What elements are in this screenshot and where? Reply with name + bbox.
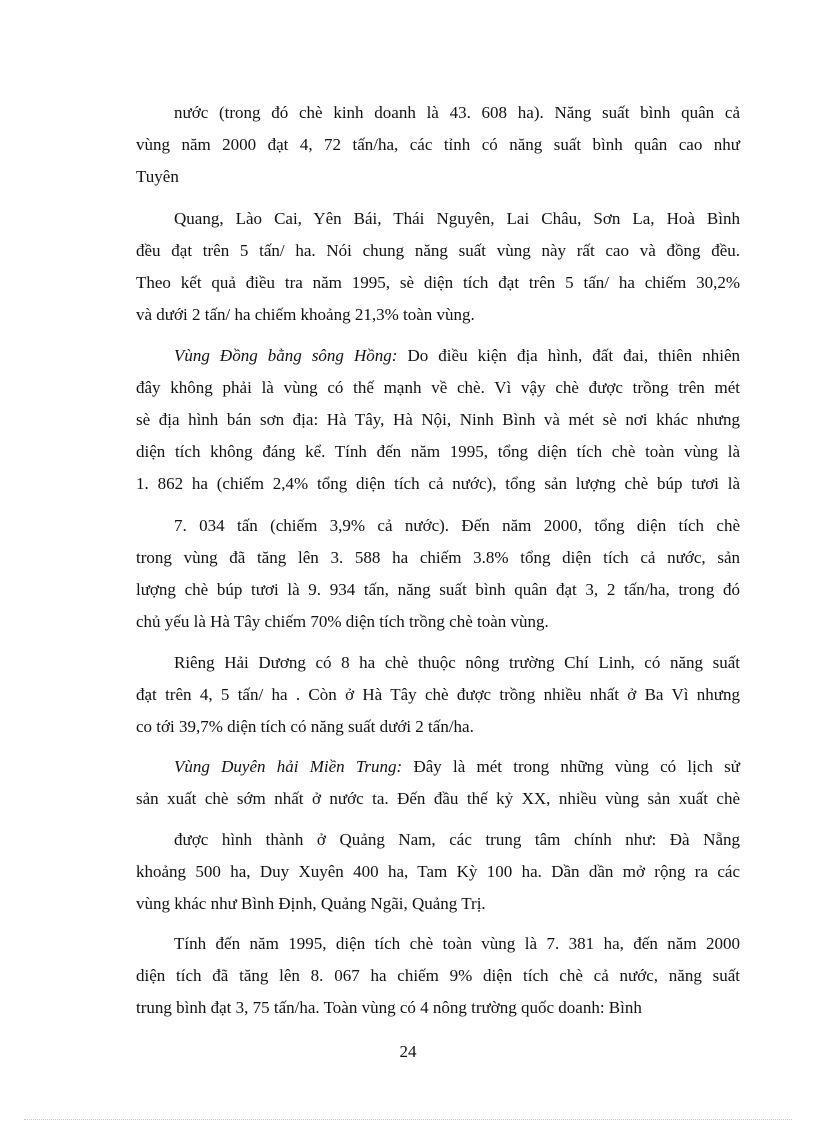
text-line: và dưới 2 tấn/ ha chiếm khoảng 21,3% toàn vùng. — [136, 305, 475, 324]
text-line: Riêng Hải Dương có 8 ha chè thuộc nông trường Chí Linh, có năng suất — [174, 653, 740, 672]
text-line: đây không phải là vùng có thế mạnh về chè. Vì vậy chè được trồng trên mét — [136, 378, 740, 397]
text-line: đều đạt trên 5 tấn/ ha. Nói chung năng suất vùng này rất cao và đồng đều. — [136, 241, 740, 260]
text-line: 7. 034 tấn (chiếm 3,9% cả nước). Đến năm 2000, tổng diện tích chè — [174, 516, 740, 535]
footer-divider — [24, 1119, 792, 1120]
text-line: 1. 862 ha (chiếm 2,4% tổng diện tích cả nước), tổng sản lượng chè búp tươi là — [136, 474, 740, 493]
text-line: Tính đến năm 1995, diện tích chè toàn vùng là 7. 381 ha, đến năm 2000 — [174, 934, 740, 953]
text-line: sè địa hình bán sơn địa: Hà Tây, Hà Nội, Ninh Bình và mét sè nơi khác nhưng — [136, 410, 740, 429]
paragraph-4 — [136, 510, 740, 638]
section-heading-duyen-hai-mien-trung: Vùng Duyên hải Miền Trung: — [174, 757, 403, 776]
text-fragment: Đây là mét trong những vùng có lịch sử — [402, 757, 740, 776]
text-line — [136, 751, 740, 783]
text-line: đạt trên 4, 5 tấn/ ha . Còn ở Hà Tây chè được trồng nhiều nhất ở Ba Vì nhưng — [136, 685, 740, 704]
section-heading-dong-bang-song-hong: Vùng Đồng bằng sông Hồng: — [174, 346, 398, 365]
text-line: Quang, Lào Cai, Yên Bái, Thái Nguyên, Lai Châu, Sơn La, Hoà Bình — [174, 209, 740, 228]
text-line: Theo kết quả điều tra năm 1995, sè diện tích đạt trên 5 tấn/ ha chiếm 30,2% — [136, 273, 740, 292]
text-line: được hình thành ở Quảng Nam, các trung tâm chính như: Đà Nẵng — [174, 830, 740, 849]
paragraph-1 — [136, 97, 740, 193]
text-line: nước (trong đó chè kinh doanh là 43. 608 ha). Năng suất bình quân cả — [174, 103, 740, 122]
text-line: diện tích không đáng kể. Tính đến năm 1995, tổng diện tích chè toàn vùng là — [136, 442, 740, 461]
text-line: trung bình đạt 3, 75 tấn/ha. Toàn vùng có 4 nông trường quốc doanh: Bình — [136, 998, 642, 1017]
text-line: vùng năm 2000 đạt 4, 72 tấn/ha, các tỉnh có năng suất bình quân cao như — [136, 135, 740, 154]
paragraph-7 — [136, 824, 740, 920]
text-line: vùng khác như Bình Định, Quảng Ngãi, Quảng Trị. — [136, 894, 486, 913]
paragraph-3 — [136, 340, 740, 500]
paragraph-8 — [136, 928, 740, 1024]
text-line: sản xuất chè sớm nhất ở nước ta. Đến đầu thế kỷ XX, nhiều vùng sản xuất chè — [136, 789, 740, 808]
paragraph-6 — [136, 751, 740, 815]
text-line: chủ yếu là Hà Tây chiếm 70% diện tích trồng chè toàn vùng. — [136, 612, 549, 631]
text-line: khoảng 500 ha, Duy Xuyên 400 ha, Tam Kỳ 100 ha. Dần dần mở rộng ra các — [136, 862, 740, 881]
text-line — [136, 340, 740, 372]
text-line: lượng chè búp tươi là 9. 934 tấn, năng suất bình quân đạt 3, 2 tấn/ha, trong đó — [136, 580, 740, 599]
paragraph-5 — [136, 647, 740, 743]
paragraph-2 — [136, 203, 740, 331]
text-line: co tới 39,7% diện tích có năng suất dưới 2 tấn/ha. — [136, 717, 474, 736]
text-line: diện tích đã tăng lên 8. 067 ha chiếm 9% diện tích chè cả nước, năng suất — [136, 966, 740, 985]
text-line: Tuyên — [136, 167, 179, 186]
text-fragment: Do điều kiện địa hình, đất đai, thiên nhiên — [397, 346, 740, 365]
page-number: 24 — [399, 1042, 417, 1061]
text-line: trong vùng đã tăng lên 3. 588 ha chiếm 3.8% tổng diện tích cả nước, sản — [136, 548, 740, 567]
